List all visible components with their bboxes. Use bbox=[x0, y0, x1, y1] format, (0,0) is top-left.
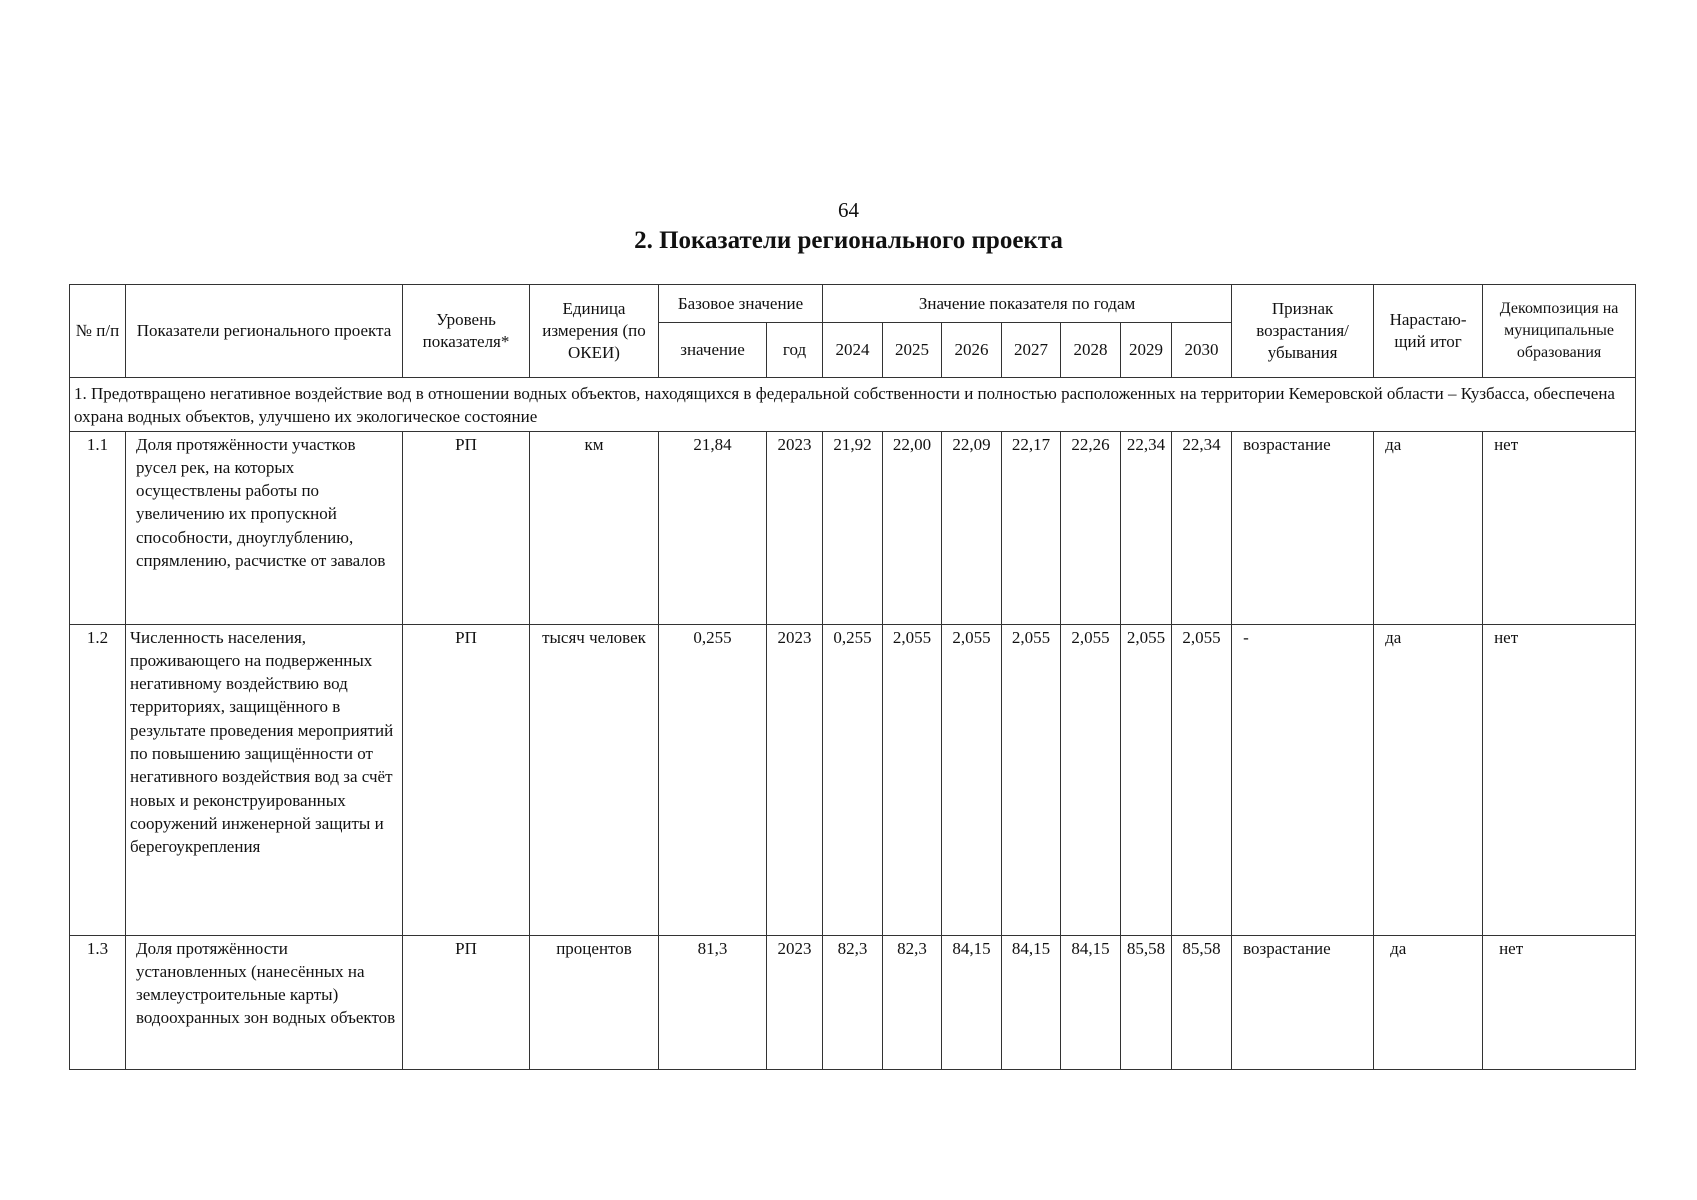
row-value: 84,15 bbox=[1061, 935, 1121, 1069]
page-number: 64 bbox=[838, 198, 859, 222]
row-level: РП bbox=[403, 431, 530, 624]
row-value: 2,055 bbox=[1002, 624, 1061, 935]
row-base-year: 2023 bbox=[767, 935, 823, 1069]
row-value: 2,055 bbox=[1121, 624, 1172, 935]
row-value: 2,055 bbox=[1172, 624, 1232, 935]
header-base-value: значение bbox=[659, 323, 767, 378]
row-trend: возрастание bbox=[1232, 935, 1374, 1069]
row-base-year: 2023 bbox=[767, 624, 823, 935]
row-value: 85,58 bbox=[1172, 935, 1232, 1069]
header-trend: Признак возрастания/ убывания bbox=[1232, 285, 1374, 378]
row-value: 22,17 bbox=[1002, 431, 1061, 624]
row-base-value: 21,84 bbox=[659, 431, 767, 624]
row-decomposition: нет bbox=[1483, 624, 1636, 935]
table-header bbox=[70, 285, 1636, 378]
row-level: РП bbox=[403, 624, 530, 935]
row-unit: процентов bbox=[530, 935, 659, 1069]
row-unit: тысяч человек bbox=[530, 624, 659, 935]
row-indicator: Численность населения, проживающего на подверженных негативному воздействию вод территориях, защищённого в результате проведения мероприятий по повышению защищённости от негативного воздействия вод за счёт новых и реконструированных сооружений инженерной защиты и берегоукрепления bbox=[126, 624, 403, 935]
header-num: № п/п bbox=[70, 285, 126, 378]
group-row bbox=[70, 378, 1636, 432]
group-title: 1. Предотвращено негативное воздействие вод в отношении водных объектов, находящихся в федеральной собственности и полностью расположенных на территории Кемеровской области – Кузбасса, обеспечена охрана водных объектов, улучшено их экологическое состояние bbox=[70, 378, 1636, 432]
row-indicator: Доля протяжённости установленных (нанесённых на землеустроительные карты) водоохранных зон водных объектов bbox=[126, 935, 403, 1069]
row-trend: - bbox=[1232, 624, 1374, 935]
row-value: 2,055 bbox=[883, 624, 942, 935]
header-indicator: Показатели регионального проекта bbox=[126, 285, 403, 378]
row-value: 22,34 bbox=[1172, 431, 1232, 624]
row-base-year: 2023 bbox=[767, 431, 823, 624]
header-year: 2028 bbox=[1061, 323, 1121, 378]
row-value: 84,15 bbox=[1002, 935, 1061, 1069]
row-value: 82,3 bbox=[883, 935, 942, 1069]
page-title: 2. Показатели регионального проекта bbox=[634, 227, 1063, 254]
row-unit: км bbox=[530, 431, 659, 624]
header-year: 2029 bbox=[1121, 323, 1172, 378]
row-cumulative: да bbox=[1374, 431, 1483, 624]
table-row bbox=[70, 431, 1636, 624]
row-num: 1.2 bbox=[70, 624, 126, 935]
row-cumulative: да bbox=[1374, 624, 1483, 935]
header-year: 2030 bbox=[1172, 323, 1232, 378]
header-year: 2027 bbox=[1002, 323, 1061, 378]
row-value: 2,055 bbox=[1061, 624, 1121, 935]
row-value: 21,92 bbox=[823, 431, 883, 624]
row-value: 0,255 bbox=[823, 624, 883, 935]
row-num: 1.1 bbox=[70, 431, 126, 624]
row-value: 84,15 bbox=[942, 935, 1002, 1069]
header-base-year: год bbox=[767, 323, 823, 378]
row-decomposition: нет bbox=[1483, 431, 1636, 624]
row-value: 82,3 bbox=[823, 935, 883, 1069]
header-decomposition: Декомпозиция на муниципальные образования bbox=[1483, 285, 1636, 378]
header-cumulative: Нарастаю-щий итог bbox=[1374, 285, 1483, 378]
row-value: 22,00 bbox=[883, 431, 942, 624]
row-value: 85,58 bbox=[1121, 935, 1172, 1069]
indicators-table bbox=[69, 284, 1636, 1070]
table-row bbox=[70, 624, 1636, 935]
header-year: 2024 bbox=[823, 323, 883, 378]
header-year: 2026 bbox=[942, 323, 1002, 378]
row-base-value: 81,3 bbox=[659, 935, 767, 1069]
row-trend: возрастание bbox=[1232, 431, 1374, 624]
row-value: 2,055 bbox=[942, 624, 1002, 935]
row-num: 1.3 bbox=[70, 935, 126, 1069]
header-base: Базовое значение bbox=[659, 285, 823, 323]
header-year: 2025 bbox=[883, 323, 942, 378]
row-cumulative: да bbox=[1374, 935, 1483, 1069]
header-level: Уровень показателя* bbox=[403, 285, 530, 378]
table-row bbox=[70, 935, 1636, 1069]
row-level: РП bbox=[403, 935, 530, 1069]
row-decomposition: нет bbox=[1483, 935, 1636, 1069]
row-base-value: 0,255 bbox=[659, 624, 767, 935]
row-value: 22,26 bbox=[1061, 431, 1121, 624]
row-value: 22,09 bbox=[942, 431, 1002, 624]
row-value: 22,34 bbox=[1121, 431, 1172, 624]
row-indicator: Доля протяжённости участков русел рек, на которых осуществлены работы по увеличению их пропускной способности, дноуглублению, спрямлению, расчистке от завалов bbox=[126, 431, 403, 624]
header-unit: Единица измерения (по ОКЕИ) bbox=[530, 285, 659, 378]
header-by-year: Значение показателя по годам bbox=[823, 285, 1232, 323]
